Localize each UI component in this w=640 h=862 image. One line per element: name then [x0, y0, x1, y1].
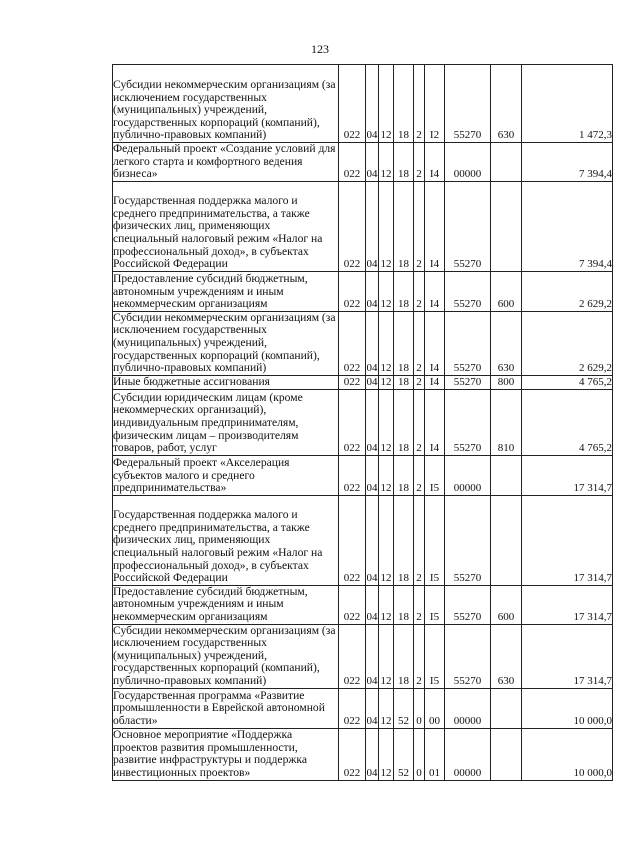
row-name: Федеральный проект «Акселерация субъектов малого и среднего предпринимательства»	[113, 455, 339, 495]
amount: 10 000,0	[522, 728, 613, 780]
subprogram-code: 0	[414, 688, 425, 728]
direction-code: 00000	[445, 688, 491, 728]
expense-type-code: 630	[491, 311, 522, 375]
section-code: 04	[366, 688, 379, 728]
direction-code: 55270	[445, 389, 491, 455]
subsection-code: 12	[379, 585, 394, 624]
subprogram-code: 2	[414, 375, 425, 389]
direction-code: 55270	[445, 495, 491, 585]
amount: 17 314,7	[522, 585, 613, 624]
direction-code: 00000	[445, 455, 491, 495]
project-code: I4	[425, 271, 445, 311]
subsection-code: 12	[379, 311, 394, 375]
direction-code: 55270	[445, 375, 491, 389]
program-code: 18	[394, 585, 414, 624]
admin-code: 022	[339, 143, 366, 182]
section-code: 04	[366, 376, 378, 389]
expense-type-code	[491, 181, 522, 271]
subprogram-code: 2	[414, 624, 425, 688]
direction-code: 55270	[445, 181, 491, 271]
row-name: Основное мероприятие «Поддержка проектов развития промышленности, развитие инфраструктуры и поддержка инвестиционных проектов»	[113, 728, 339, 780]
project-code: I4	[425, 389, 445, 455]
subprogram-code: 2	[414, 65, 425, 143]
program-code: 52	[394, 688, 414, 728]
row-name: Федеральный проект «Создание условий для легкого старта и комфортного ведения бизнеса»	[113, 143, 339, 182]
subprogram-code: 2	[414, 389, 425, 455]
expense-type-code: 600	[491, 271, 522, 311]
expense-type-code	[491, 728, 522, 780]
table-row	[113, 65, 613, 143]
admin-code: 022	[339, 624, 366, 688]
subprogram-code: 2	[414, 585, 425, 624]
subprogram-code: 2	[414, 455, 425, 495]
admin-code: 022	[339, 65, 366, 143]
project-code: I2	[425, 65, 445, 143]
program-code: 18	[394, 143, 414, 182]
subsection-code: 12	[379, 624, 394, 688]
table-row	[113, 495, 613, 585]
subsection-code: 12	[379, 728, 394, 780]
subprogram-code: 2	[414, 311, 425, 375]
amount: 17 314,7	[522, 624, 613, 688]
table-row	[113, 455, 613, 495]
project-code: I5	[425, 455, 445, 495]
project-code: I4	[425, 181, 445, 271]
program-code: 52	[394, 728, 414, 780]
section-code: 04	[366, 495, 379, 585]
expense-type-code	[491, 495, 522, 585]
program-code: 18	[394, 455, 414, 495]
program-code: 18	[394, 495, 414, 585]
amount: 7 394,4	[522, 181, 613, 271]
project-code: I5	[425, 495, 445, 585]
table-row	[113, 271, 613, 311]
direction-code: 00000	[445, 143, 491, 182]
direction-code: 55270	[445, 624, 491, 688]
subsection-code: 12	[379, 688, 394, 728]
row-name: Государственная поддержка малого и среднего предпринимательства, а также физических лиц, применяющих специальный налоговый режим «Налог на профессиональный доход», в субъектах Российской Федерации	[113, 495, 339, 585]
section-code: 04	[366, 585, 379, 624]
subprogram-code: 2	[414, 495, 425, 585]
row-name: Субсидии некоммерческим организациям (за исключением государственных (муниципальных) учреждений, государственных корпораций (компаний), публично-правовых компаний)	[113, 624, 339, 688]
admin-code: 022	[339, 585, 366, 624]
table-row	[113, 728, 613, 780]
direction-code: 55270	[445, 65, 491, 143]
row-name: Предоставление субсидий бюджетным, автономным учреждениям и иным некоммерческим организациям	[113, 585, 339, 624]
program-code: 18	[394, 181, 414, 271]
expense-type-code: 630	[491, 65, 522, 143]
expense-type-code: 800	[491, 375, 522, 389]
subsection-code: 12	[379, 389, 394, 455]
expense-type-code: 630	[491, 624, 522, 688]
program-code: 18	[394, 375, 414, 389]
admin-code: 022	[339, 181, 366, 271]
admin-code: 022	[339, 311, 366, 375]
expense-type-code: 810	[491, 389, 522, 455]
expense-type-code	[491, 455, 522, 495]
project-code: 01	[425, 728, 445, 780]
amount: 17 314,7	[522, 455, 613, 495]
amount: 1 472,3	[522, 65, 613, 143]
direction-code: 00000	[445, 728, 491, 780]
budget-table	[112, 64, 613, 781]
project-code: I4	[425, 143, 445, 182]
subsection-code: 12	[379, 143, 394, 182]
project-code: I4	[425, 375, 445, 389]
admin-code: 022	[339, 728, 366, 780]
subprogram-code: 2	[414, 181, 425, 271]
amount: 10 000,0	[522, 688, 613, 728]
subsection-code: 12	[379, 495, 394, 585]
program-code: 18	[394, 271, 414, 311]
section-code: 04	[366, 728, 379, 780]
section-code: 04	[366, 271, 379, 311]
section-code: 04	[366, 624, 379, 688]
admin-code: 022	[339, 688, 366, 728]
subprogram-code: 0	[414, 728, 425, 780]
program-code: 18	[394, 65, 414, 143]
section-code: 04	[366, 181, 379, 271]
expense-type-code	[491, 143, 522, 182]
project-code: I4	[425, 311, 445, 375]
direction-code: 55270	[445, 311, 491, 375]
section-code: 04	[366, 311, 379, 375]
admin-code: 022	[339, 271, 366, 311]
subprogram-code: 2	[414, 271, 425, 311]
admin-code: 022	[339, 495, 366, 585]
table-row	[113, 624, 613, 688]
section-code: 04	[366, 389, 379, 455]
row-name: Иные бюджетные ассигнования	[113, 375, 339, 389]
direction-code: 55270	[445, 585, 491, 624]
direction-code: 55270	[445, 271, 491, 311]
program-code: 18	[394, 311, 414, 375]
amount: 2 629,2	[522, 271, 613, 311]
project-code: I5	[425, 624, 445, 688]
amount: 17 314,7	[522, 495, 613, 585]
table-row	[113, 143, 613, 182]
row-name: Субсидии некоммерческим организациям (за исключением государственных (муниципальных) учреждений, государственных корпораций (компаний), публично-правовых компаний)	[113, 65, 339, 143]
table-body	[113, 65, 613, 781]
row-name: Государственная программа «Развитие промышленности в Еврейской автономной области»	[113, 688, 339, 728]
subsection-code: 12	[379, 181, 394, 271]
row-name: Субсидии некоммерческим организациям (за исключением государственных (муниципальных) учреждений, государственных корпораций (компаний), публично-правовых компаний)	[113, 311, 339, 375]
expense-type-code: 600	[491, 585, 522, 624]
expense-type-code	[491, 688, 522, 728]
admin-code: 022	[339, 389, 366, 455]
subsection-code: 12	[380, 376, 392, 389]
section-code: 04	[366, 143, 379, 182]
row-name: Предоставление субсидий бюджетным, автономным учреждениям и иным некоммерческим организациям	[113, 271, 339, 311]
subprogram-code: 2	[414, 143, 425, 182]
table-row	[113, 311, 613, 375]
admin-code: 022	[339, 375, 366, 389]
program-code: 18	[394, 624, 414, 688]
subsection-code: 12	[379, 271, 394, 311]
table-row	[113, 585, 613, 624]
section-code: 04	[366, 65, 379, 143]
section-code: 04	[366, 455, 379, 495]
table-row	[113, 181, 613, 271]
row-name: Государственная поддержка малого и среднего предпринимательства, а также физических лиц, применяющих специальный налоговый режим «Налог на профессиональный доход», в субъектах Российской Федерации	[113, 181, 339, 271]
row-name: Субсидии юридическим лицам (кроме некоммерческих организаций), индивидуальным предпринимателям, физическим лицам – производителям товаров, работ, услуг	[113, 389, 339, 455]
project-code: 00	[425, 688, 445, 728]
page-number: 123	[311, 42, 329, 56]
amount: 7 394,4	[522, 143, 613, 182]
project-code: I5	[425, 585, 445, 624]
table-row	[113, 688, 613, 728]
subsection-code: 12	[379, 65, 394, 143]
table-row	[113, 375, 613, 389]
amount: 4 765,2	[522, 389, 613, 455]
subsection-code: 12	[379, 455, 394, 495]
amount: 4 765,2	[522, 375, 613, 389]
admin-code: 022	[339, 455, 366, 495]
amount: 2 629,2	[522, 311, 613, 375]
table-row	[113, 389, 613, 455]
program-code: 18	[394, 389, 414, 455]
